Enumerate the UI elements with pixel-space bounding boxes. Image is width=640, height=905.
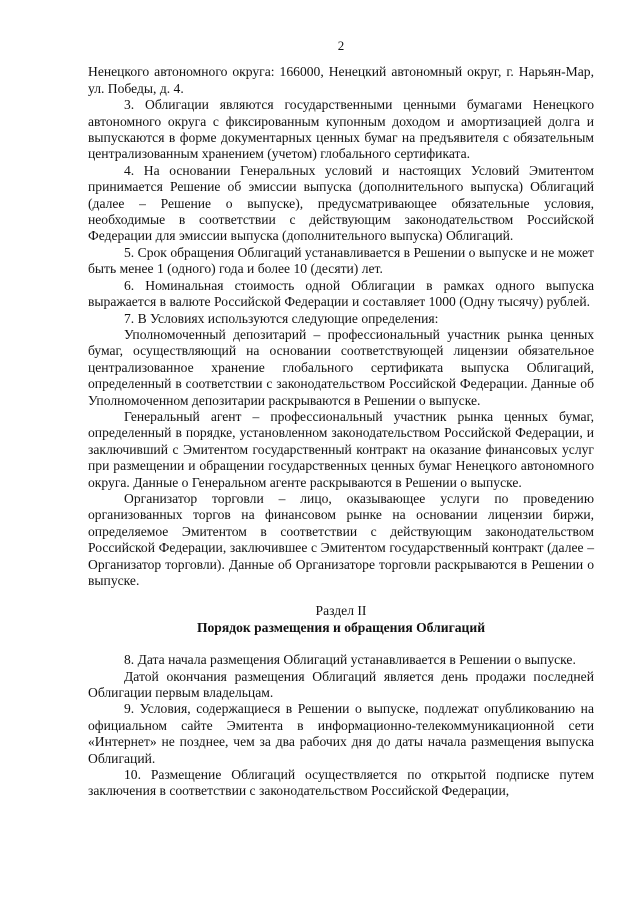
paragraph-10: 10. Размещение Облигаций осуществляется по открытой подписке путем заключения в соответствии с законодательством Российской Федерации, <box>88 767 594 799</box>
paragraph-9: 9. Условия, содержащиеся в Решении о выпуске, подлежат опубликованию на официальном сайте Эмитента в информационно-телекоммуникационной сети «Интернет» не позднее, чем за два рабочих дня до даты начала размещения выпуска Облигаций. <box>88 701 594 766</box>
definition-trade-organizer: Организатор торговли – лицо, оказывающее услуги по проведению организованных торгов на финансовом рынке на основании лицензии биржи, определяемое Эмитентом в соответствии с действующим законодательством Российской Федерации, заключившее с Эмитентом государственный контракт (далее – Организатор торговли). Данные об Организаторе торговли раскрываются в Решении о выпуске. <box>88 490 594 588</box>
document-page <box>88 38 594 800</box>
paragraph-address-continuation: Ненецкого автономного округа: 166000, Ненецкий автономный округ, г. Нарьян-Мар, ул. Победы, д. 4. <box>88 64 594 96</box>
definition-general-agent: Генеральный агент – профессиональный участник рынка ценных бумаг, определенный в порядке, установленном законодательством Российской Федерации, и заключивший с Эмитентом государственный контракт на оказание финансовых услуг при размещении и обращении государственных ценных бумаг Ненецкого автономного округа. Данные о Генеральном агенте раскрываются в Решении о выпуске. <box>88 408 594 490</box>
section-label: Раздел II <box>315 603 367 619</box>
definition-depositary: Уполномоченный депозитарий – профессиональный участник рынка ценных бумаг, осуществляющий на основании соответствующей лицензии обязательное централизованное хранение глобального сертификата выпуска Облигаций, определенный в соответствии с законодательством Российской Федерации. Данные об Уполномоченном депозитарии раскрываются в Решении о выпуске. <box>88 326 594 408</box>
paragraph-6: 6. Номинальная стоимость одной Облигации в рамках одного выпуска выражается в валюте Российской Федерации и составляет 1000 (Одну тысячу) рублей. <box>88 277 594 310</box>
section-heading <box>88 603 594 636</box>
paragraph-8: 8. Дата начала размещения Облигаций устанавливается в Решении о выпуске. <box>124 652 576 668</box>
section-title: Порядок размещения и обращения Облигаций <box>196 619 486 635</box>
paragraph-3: 3. Облигации являются государственными ценными бумагами Ненецкого автономного округа с фиксированным купонным доходом и амортизацией долга и выпускаются в форме документарных ценных бумаг на предъявителя с обязательным централизованным хранением (учетом) глобального сертификата. <box>88 97 594 162</box>
page-number: 2 <box>337 38 345 53</box>
paragraph-4: 4. На основании Генеральных условий и настоящих Условий Эмитентом принимается Решение об эмиссии выпуска (дополнительного выпуска) Облигаций (далее – Решение о выпуске), предусматривающее обязательные условия, необходимые в соответствии с действующим законодательством Российской Федерации для эмиссии выпуска (дополнительного выпуска) Облигаций. <box>88 162 594 244</box>
paragraph-7: 7. В Условиях используются следующие определения: <box>124 310 439 326</box>
paragraph-8-end-date: Датой окончания размещения Облигаций является день продажи последней Облигации первым владельцам. <box>88 668 594 701</box>
bottom-text-block <box>88 652 594 800</box>
paragraph-5: 5. Срок обращения Облигаций устанавливается в Решении о выпуске и не может быть менее 1 (одного) года и более 10 (десяти) лет. <box>88 244 594 277</box>
top-text-block <box>88 64 594 589</box>
